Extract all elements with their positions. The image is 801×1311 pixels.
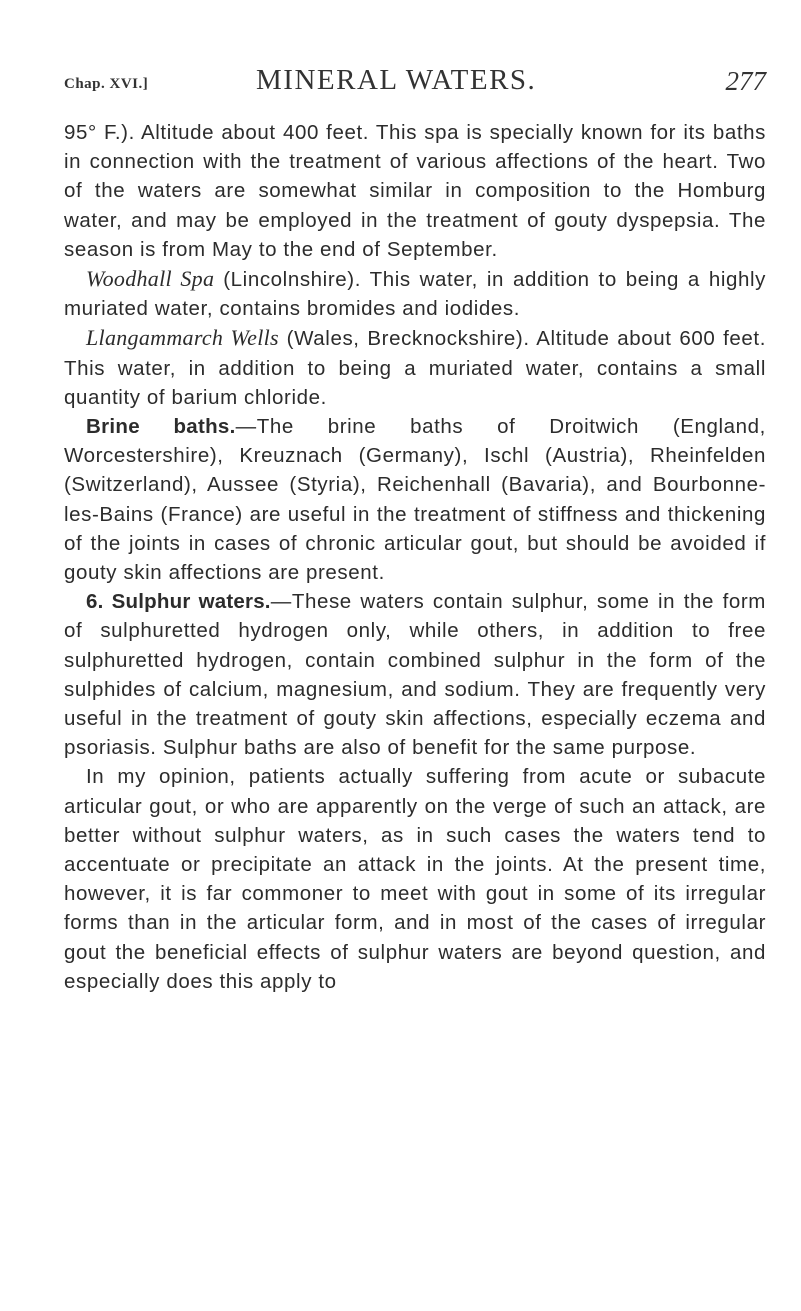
running-head — [64, 62, 766, 102]
section-heading: Brine baths. — [86, 415, 236, 439]
paragraph-text: —These waters contain sulphur, some in the form of sulphuretted hydrogen only, while others, in addition to free sulphuretted hydrogen, contain combined sulphur in the form of the sulphides of calcium, magnesium, and sodium. They are frequently very useful in the treatment of gouty skin affections, especially eczema and psoriasis. Sulphur baths are also of benefit for the same purpose. — [64, 590, 766, 760]
chapter-label: Chap. XVI.] — [64, 76, 149, 92]
paragraph-text: In my opinion, patients actually suffering from acute or subacute articular gout, or who are apparently on the verge of such an attack, are better without sulphur waters, as in such cases the waters tend to accentuate or precipitate an attack in the joints. At the present time, however, it is far commoner to meet with gout in some of its irregular forms than in the articular form, and in most of the cases of irregular gout the beneficial effects of sulphur waters are beyond question, and especially does this apply to — [64, 765, 766, 993]
page-number: 277 — [725, 66, 766, 96]
paragraph-text: (Lincolnshire). This water, in addition to being a highly muriated water, contains bromides and iodides. — [64, 268, 767, 321]
paragraph-text: 95° F.). Altitude about 400 feet. This spa is specially known for its baths in connection with the treatment of various affections of the heart. Two of the waters are somewhat similar in composition to the Homburg water, and may be employed in the treatment of gouty dyspepsia. The season is from May to the end of September. — [64, 121, 766, 261]
body-text — [64, 118, 766, 996]
paragraph-woodhall-spa — [64, 264, 766, 323]
place-name: Woodhall Spa — [86, 266, 215, 292]
paragraph-brine-baths — [64, 412, 766, 587]
paragraph-llangammarch-wells — [64, 323, 766, 412]
section-heading: 6. Sulphur waters. — [86, 590, 271, 614]
place-name: Llangammarch Wells — [86, 325, 279, 351]
paragraph-text: (Wales, Brecknockshire). Altitude about 600 feet. This water, in addition to being a muriated water, contains a small quantity of barium chloride. — [64, 327, 767, 409]
paragraph-sulphur-waters — [64, 587, 766, 762]
paragraph-opinion — [64, 762, 766, 996]
paragraph-continuation — [64, 118, 766, 264]
page-title: MINERAL WATERS. — [256, 64, 537, 96]
paragraph-text: —The brine baths of Droitwich (England, Worcestershire), Kreuznach (Germany), Ischl (Austria), Rheinfelden (Switzerland), Aussee (Styria), Reichenhall (Bavaria), and Bourbonne-les-Bains (France) are useful in the treatment of stiffness and thickening of the joints in cases of chronic articular gout, but should be avoided if gouty skin affections are present. — [64, 415, 766, 585]
